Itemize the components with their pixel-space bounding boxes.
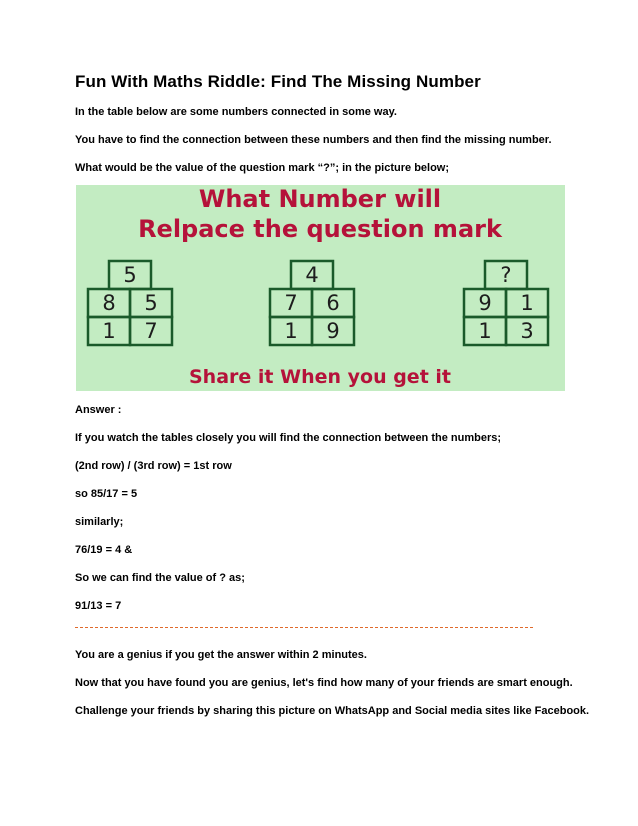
pyramid-2-row3-number: 9	[326, 319, 340, 343]
puzzle-image	[76, 185, 565, 391]
answer-line-5: 76/19 = 4 &	[75, 544, 133, 556]
pyramid-3-top-number: ?	[500, 263, 512, 287]
answer-line-2: (2nd row) / (3rd row) = 1st row	[75, 460, 232, 472]
pyramid-1-row2-number: 5	[144, 291, 158, 315]
answer-line-6: So we can find the value of ? as;	[75, 572, 245, 584]
puzzle-footer: Share it When you get it	[189, 366, 451, 388]
pyramid-2-row3-number: 1	[284, 319, 298, 343]
pyramid-3-row3-number: 1	[478, 319, 492, 343]
closing-line-2: Now that you have found you are genius, let's find how many of your friends are smart enough.	[75, 677, 573, 689]
pyramid-1-row2-number: 8	[102, 291, 116, 315]
intro-paragraph-1: In the table below are some numbers connected in some way.	[75, 106, 397, 118]
puzzle-graphic	[76, 185, 565, 391]
intro-paragraph-3: What would be the value of the question mark “?”; in the picture below;	[75, 162, 450, 174]
puzzle-heading-line-2: Relpace the question mark	[138, 215, 502, 243]
answer-line-1: If you watch the tables closely you will find the connection between the numbers;	[75, 432, 502, 444]
closing-line-1: You are a genius if you get the answer within 2 minutes.	[75, 649, 367, 661]
closing-line-3: Challenge your friends by sharing this picture on WhatsApp and Social media sites like Facebook.	[75, 705, 590, 717]
pyramid-1-row3-number: 1	[102, 319, 116, 343]
pyramid-3-row3-number: 3	[520, 319, 534, 343]
page-title: Fun With Maths Riddle: Find The Missing Number	[75, 72, 481, 91]
pyramid-2-row2-number: 6	[326, 291, 340, 315]
pyramid-2-top-number: 4	[305, 263, 319, 287]
pyramid-2-row2-number: 7	[284, 291, 298, 315]
dashed-divider	[75, 627, 533, 628]
answer-line-3: so 85/17 = 5	[75, 488, 138, 500]
answer-line-4: similarly;	[75, 516, 124, 528]
pyramid-1-top-number: 5	[123, 263, 137, 287]
pyramid-1-row3-number: 7	[144, 319, 158, 343]
pyramid-3-row2-number: 9	[478, 291, 492, 315]
intro-paragraph-2: You have to find the connection between these numbers and then find the missing number.	[75, 134, 552, 146]
pyramids-group	[88, 261, 548, 345]
puzzle-heading-line-1: What Number will	[198, 185, 442, 213]
pyramid-3-row2-number: 1	[520, 291, 534, 315]
answer-line-7: 91/13 = 7	[75, 600, 122, 612]
answer-heading: Answer :	[75, 404, 122, 416]
document-page	[75, 72, 595, 732]
